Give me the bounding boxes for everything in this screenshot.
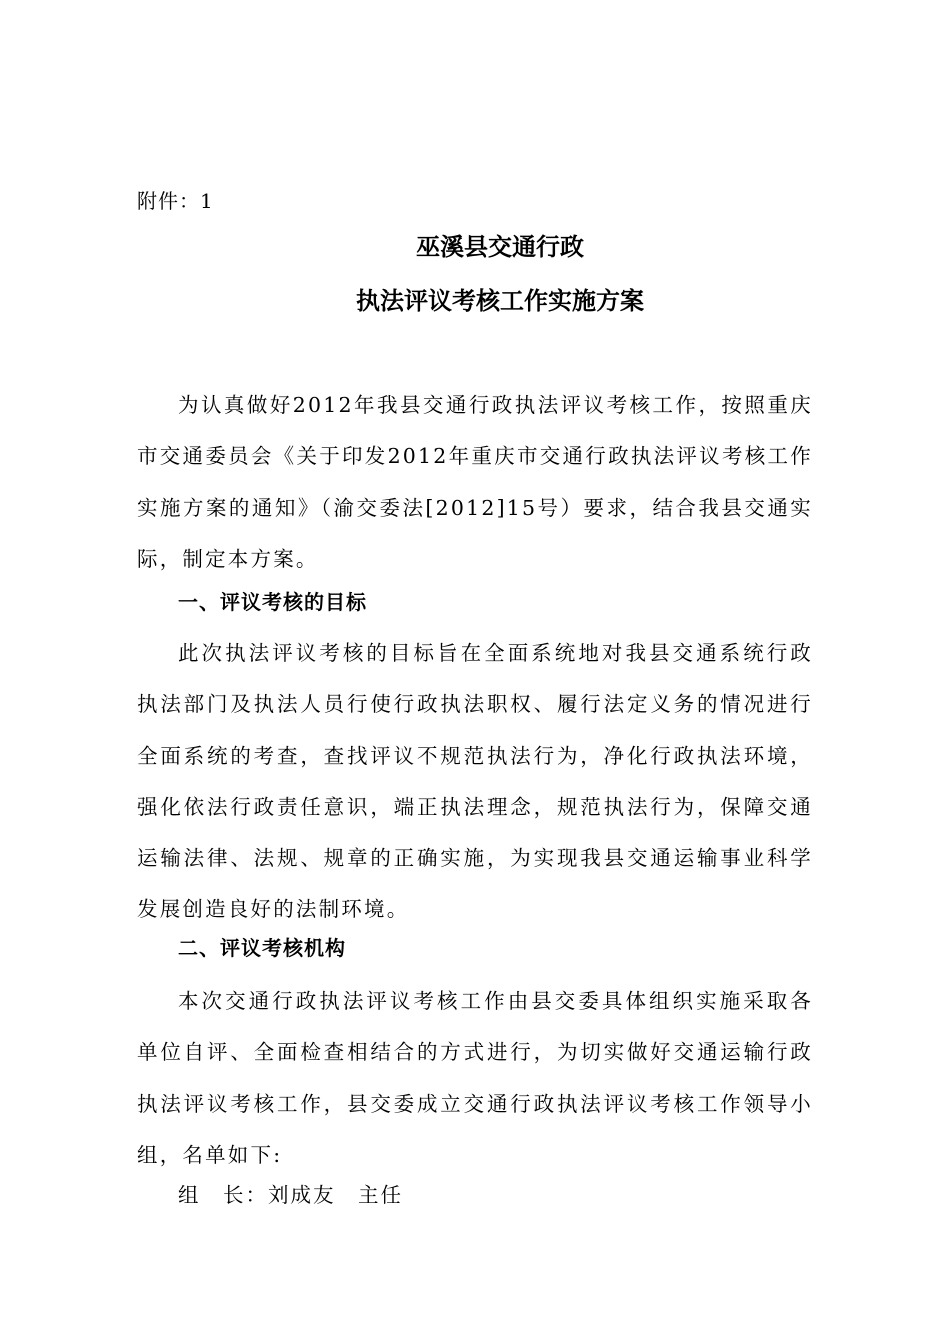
document-title-line2: 执法评议考核工作实施方案 [356,287,644,315]
leader-line: 组 长：刘成友 主任 [178,1183,403,1207]
section2-heading: 二、评议考核机构 [178,936,346,960]
intro-paragraph: 为认真做好2012年我县交通行政执法评议考核工作，按照重庆市交通委员会《关于印发2012年重庆市交通行政执法评议考核工作实施方案的通知》（渝交委法[2012]15号）要求，结合我县交通实际，制定本方案。 [137,393,813,571]
section1-paragraph: 此次执法评议考核的目标旨在全面系统地对我县交通系统行政执法部门及执法人员行使行政执法职权、履行法定义务的情况进行全面系统的考查，查找评议不规范执法行为，净化行政执法环境，强化依法行政责任意识，端正执法理念，规范执法行为，保障交通运输法律、法规、规章的正确实施，为实现我县交通运输事业科学发展创造良好的法制环境。 [137,641,813,922]
section2-paragraph: 本次交通行政执法评议考核工作由县交委具体组织实施采取各单位自评、全面检查相结合的方式进行，为切实做好交通运输行政执法评议考核工作，县交委成立交通行政执法评议考核工作领导小组，名单如下: [137,989,813,1167]
attachment-label: 附件：1 [137,189,214,213]
section1-heading: 一、评议考核的目标 [178,590,367,614]
document-title-line1: 巫溪县交通行政 [416,233,584,261]
